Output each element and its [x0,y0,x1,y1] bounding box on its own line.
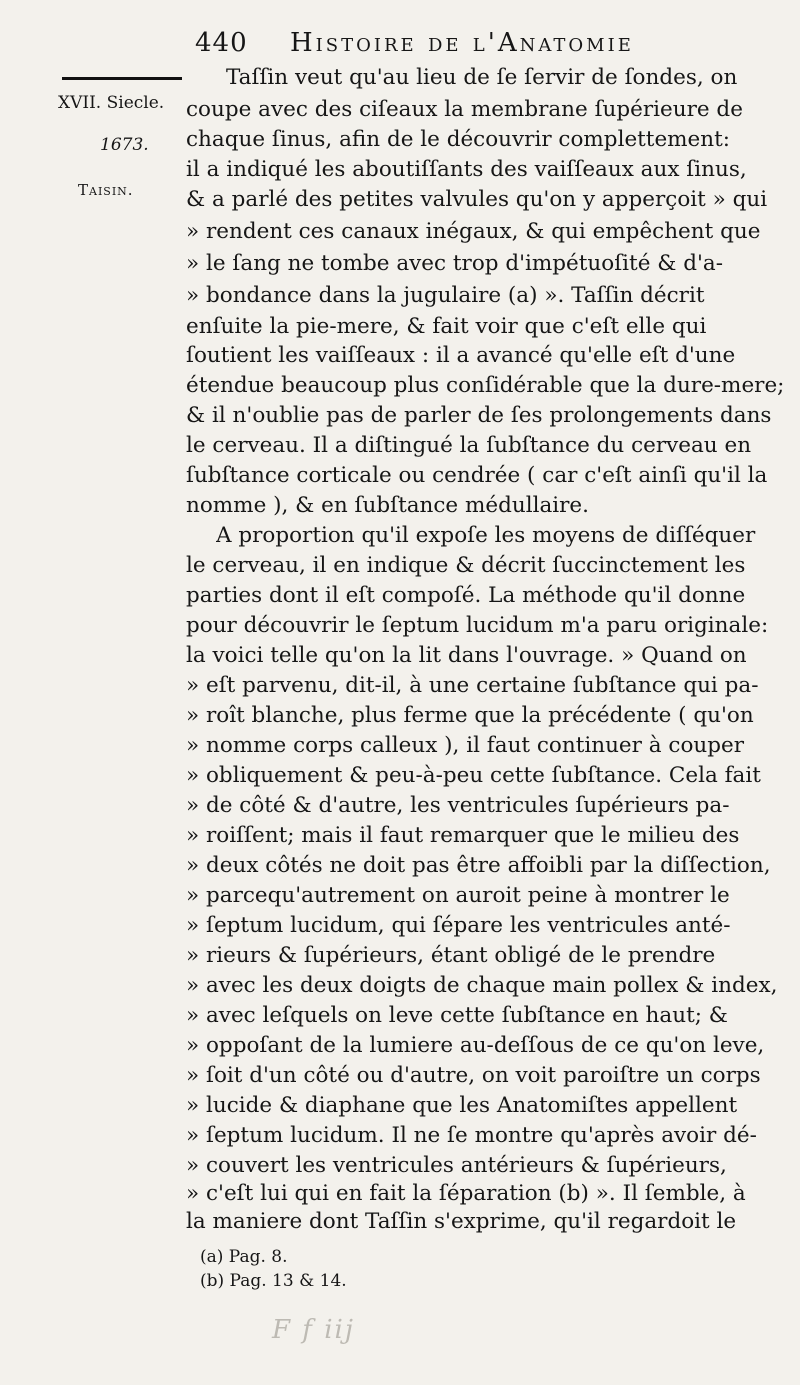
text-line: » rendent ces canaux inégaux, & qui empêchent que [186,219,761,244]
text-line: & il n'oublie pas de parler de ſes prolongements dans [186,403,772,428]
text-line: ſoutient les vaiſſeaux : il a avancé qu'elle eſt d'une [186,343,736,368]
margin-rule [62,77,182,80]
text-line: » c'eſt lui qui en fait la ſéparation (b) ». Il ſemble, à [186,1181,746,1206]
text-line: le cerveau, il en indique & décrit ſuccinctement les [186,553,746,578]
footnote-b: (b) Pag. 13 & 14. [200,1271,347,1291]
text-line: & a parlé des petites valvules qu'on y apperçoit » qui [186,187,768,212]
text-line: » deux côtés ne doit pas être affoibli par la diſſection, [186,853,771,878]
text-line: » bondance dans la jugulaire (a) ». Taſſin décrit [186,283,705,308]
text-line: » roiſſent; mais il faut remarquer que le milieu des [186,823,740,848]
text-line: il a indiqué les aboutiſſants des vaiſſeaux aux ſinus, [186,157,747,182]
margin-note-year: 1673. [100,135,149,155]
text-line: » ſoit d'un côté ou d'autre, on voit paroiſtre un corps [186,1063,761,1088]
text-line: enſuite la pie-mere, & fait voir que c'eſt elle qui [186,314,707,339]
text-line: » eſt parvenu, dit-il, à une certaine ſubſtance qui pa- [186,673,759,698]
margin-note-author: Taisin. [78,181,134,199]
text-line: étendue beaucoup plus conſidérable que la dure-mere; [186,373,785,398]
text-line: » avec leſquels on leve cette ſubſtance en haut; & [186,1003,728,1028]
running-title: Histoire de l'Anatomie [290,28,634,58]
text-line: nomme ), & en ſubſtance médullaire. [186,493,589,518]
text-line: » le ſang ne tombe avec trop d'impétuoſité & d'a- [186,251,723,276]
text-line: parties dont il eſt compoſé. La méthode qu'il donne [186,583,746,608]
page-number: 440 [195,28,248,58]
text-line: » couvert les ventricules antérieurs & ſupérieurs, [186,1153,727,1178]
text-line: » lucide & diaphane que les Anatomiſtes appellent [186,1093,738,1118]
text-line: la maniere dont Taſſin s'exprime, qu'il regardoit le [186,1209,737,1234]
text-line: » parcequ'autrement on auroit peine à montrer le [186,883,730,908]
text-line: le cerveau. Il a diſtingué la ſubſtance du cerveau en [186,433,752,458]
footnote-a: (a) Pag. 8. [200,1247,288,1267]
text-line: » de côté & d'autre, les ventricules ſupérieurs pa- [186,793,730,818]
text-line: » obliquement & peu-à-peu cette ſubſtance. Cela fait [186,763,761,788]
text-line: pour découvrir le ſeptum lucidum m'a paru originale: [186,613,769,638]
running-header [195,28,785,68]
text-line: coupe avec des ciſeaux la membrane ſupérieure de [186,97,743,122]
text-line: A proportion qu'il expoſe les moyens de diſſéquer [216,523,756,548]
text-line: » rieurs & ſupérieurs, étant obligé de le prendre [186,943,716,968]
text-line: » nomme corps calleux ), il faut continuer à couper [186,733,745,758]
text-line: » roît blanche, plus ferme que la précédente ( qu'on [186,703,754,728]
text-line: la voici telle qu'on la lit dans l'ouvrage. » Quand on [186,643,747,668]
text-line: » avec les deux doigts de chaque main pollex & index, [186,973,778,998]
text-line: chaque ſinus, afin de le découvrir complettement: [186,127,731,152]
signature-mark: F f iij [272,1315,355,1345]
text-line: Taſſin veut qu'au lieu de ſe ſervir de ſondes, on [226,65,738,90]
text-line: » ſeptum lucidum, qui ſépare les ventricules anté- [186,913,731,938]
text-line: ſubſtance corticale ou cendrée ( car c'eſt ainſi qu'il la [186,463,768,488]
text-line: » oppoſant de la lumiere au-deſſous de ce qu'on leve, [186,1033,765,1058]
text-line: » ſeptum lucidum. Il ne ſe montre qu'après avoir dé- [186,1123,757,1148]
margin-note-century: XVII. Siecle. [58,93,165,113]
